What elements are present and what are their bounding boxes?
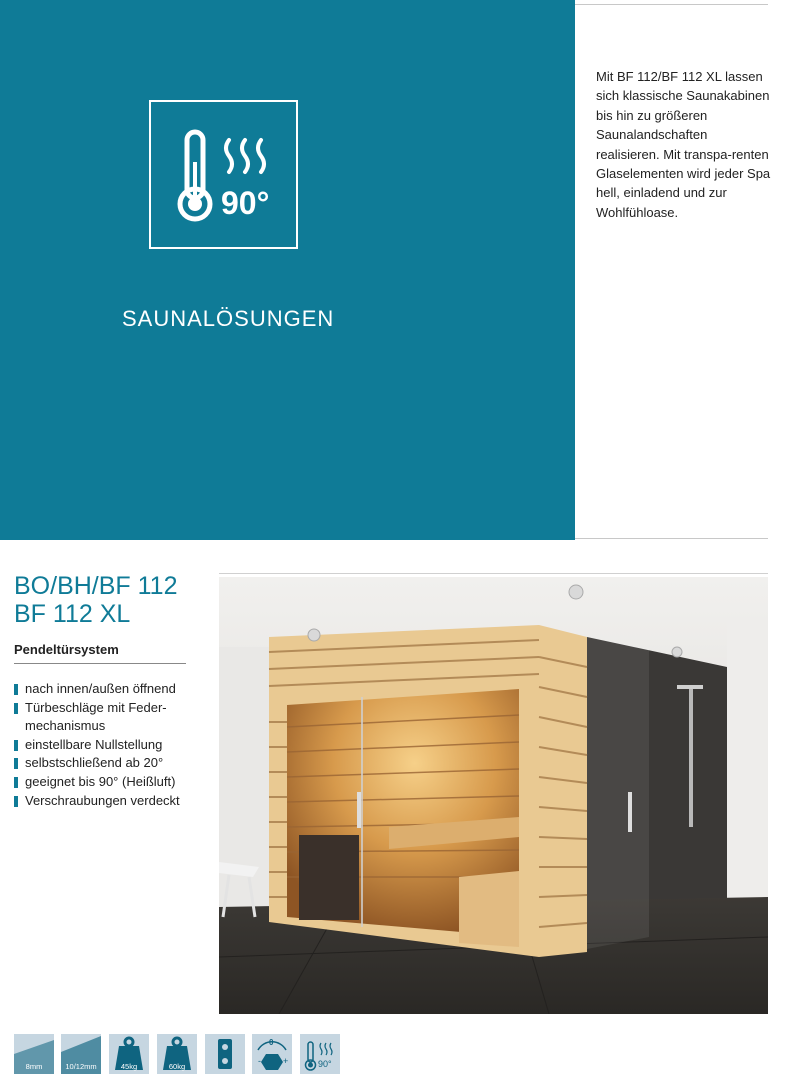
hero-icon-temp: 90° [221, 185, 270, 221]
page-title: SAUNALÖSUNGEN [122, 306, 335, 331]
svg-text:-: - [258, 1056, 261, 1066]
spec-label: 8mm [25, 1062, 43, 1071]
divider [575, 4, 768, 5]
list-item: Verschraubungen verdeckt [14, 792, 214, 811]
divider [219, 573, 768, 574]
list-item: einstellbare Nullstellung [14, 736, 214, 755]
list-item: nach innen/außen öffnend [14, 680, 214, 699]
spec-label: 10/12mm [65, 1062, 97, 1071]
thermometer-90-icon [149, 100, 298, 249]
product-title-line2: BF 112 XL [14, 600, 131, 628]
spec-label: 60kg [168, 1062, 186, 1071]
weight-icon [157, 1034, 197, 1074]
glass-thickness-icon [61, 1034, 101, 1074]
intro-text: Mit BF 112/BF 112 XL lassen sich klassische Saunakabinen bis hin zu größeren Saunalandschaften realisieren. Mit transpa-renten Glaselementen wird jeder Spa hell, einladend und zur Wohlfühloase. [596, 69, 771, 220]
feature-list [14, 680, 214, 810]
zero-label: 0 [269, 1038, 274, 1047]
list-item: selbstschließend ab 20° [14, 754, 214, 773]
thermometer-90-icon [300, 1034, 340, 1074]
sauna-photo [219, 577, 768, 1014]
list-item: Türbeschläge mit Feder-mechanismus [14, 699, 214, 736]
divider [14, 663, 186, 664]
spec-label: 45kg [120, 1062, 138, 1071]
hero-panel [0, 0, 575, 540]
product-title-line1: BO/BH/BF 112 [14, 572, 178, 600]
product-subtitle: Pendeltürsystem [14, 642, 119, 657]
hinge-icon [205, 1034, 245, 1074]
glass-thickness-icon [14, 1034, 54, 1074]
spec-label: 90° [318, 1059, 332, 1069]
divider [575, 538, 768, 539]
product-title [14, 572, 178, 628]
svg-text:+: + [283, 1056, 289, 1066]
weight-icon [109, 1034, 149, 1074]
list-item: geeignet bis 90° (Heißluft) [14, 773, 214, 792]
zero-position-icon [252, 1034, 292, 1074]
